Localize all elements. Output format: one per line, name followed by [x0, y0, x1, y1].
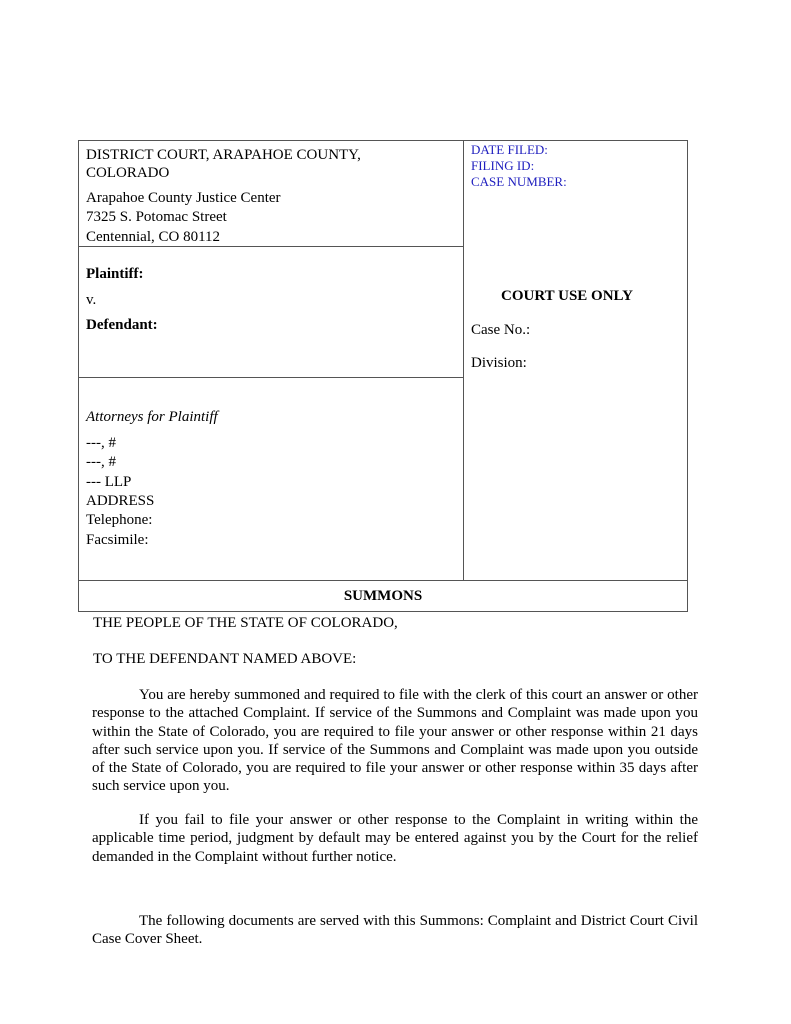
- paragraph-2-text: If you fail to file your answer or other response to the Complaint in writing within the applicable time period, judgment by default may be entered against you by the Court for the relief demanded in the Complaint without further notice.: [92, 812, 698, 865]
- court-address-line2: 7325 S. Potomac Street: [86, 209, 227, 225]
- attorney-line-2: ---, #: [86, 454, 116, 470]
- court-use-only-label: [501, 287, 633, 306]
- summons-title: SUMMONS: [79, 580, 687, 611]
- paragraph-1-text: You are hereby summoned and required to file with the clerk of this court an answer or other response to the attached Complaint. If service of the Summons and Complaint was made upon you within the State of Colorado, you are required to file your answer or other response within 21 days after such service upon you. If service of the Summons and Complaint was made upon you outside of the State of Colorado, you are required to file your answer or other response within 35 days after such service upon you.: [92, 687, 698, 795]
- versus-label: v.: [86, 292, 97, 308]
- attorney-firm: --- LLP: [86, 474, 132, 490]
- paragraph-3: [92, 912, 698, 949]
- to-defendant-line: [93, 650, 699, 669]
- plaintiff-label: Plaintiff:: [86, 266, 144, 282]
- paragraph-3-text: The following documents are served with this Summons: Complaint and District Court Civil Case Cover Sheet.: [92, 913, 698, 948]
- paragraph-1: [92, 686, 698, 796]
- filing-id-label: FILING ID:: [471, 158, 535, 173]
- attorney-facsimile: Facsimile:: [86, 532, 149, 548]
- people-text: THE PEOPLE OF THE STATE OF COLORADO,: [93, 615, 398, 631]
- court-name-line2: COLORADO: [86, 165, 170, 181]
- court-use-column: [464, 141, 687, 580]
- court-address-line3: Centennial, CO 80112: [86, 229, 221, 245]
- caption-left-column: [79, 141, 464, 580]
- case-number-label: CASE NUMBER:: [471, 174, 567, 189]
- attorneys-cell: [79, 378, 464, 580]
- case-no-label: Case No.:: [471, 322, 531, 338]
- attorneys-title: Attorneys for Plaintiff: [86, 409, 218, 425]
- court-cell: [79, 141, 464, 247]
- court-name-line1: DISTRICT COURT, ARAPAHOE COUNTY,: [86, 147, 361, 163]
- date-filed-label: DATE FILED:: [471, 142, 548, 157]
- defendant-label: Defendant:: [86, 317, 158, 333]
- parties-cell: [79, 247, 464, 378]
- caption-table: [78, 140, 688, 612]
- to-defendant-text: TO THE DEFENDANT NAMED ABOVE:: [93, 651, 357, 667]
- attorney-telephone: Telephone:: [86, 512, 153, 528]
- court-use-only-text: COURT USE ONLY: [501, 288, 634, 304]
- attorney-line-1: ---, #: [86, 435, 116, 451]
- paragraph-2: [92, 811, 698, 866]
- court-address-line1: Arapahoe County Justice Center: [86, 190, 281, 206]
- people-line: [93, 614, 699, 633]
- division-label: Division:: [471, 355, 527, 371]
- attorney-address: ADDRESS: [86, 493, 155, 509]
